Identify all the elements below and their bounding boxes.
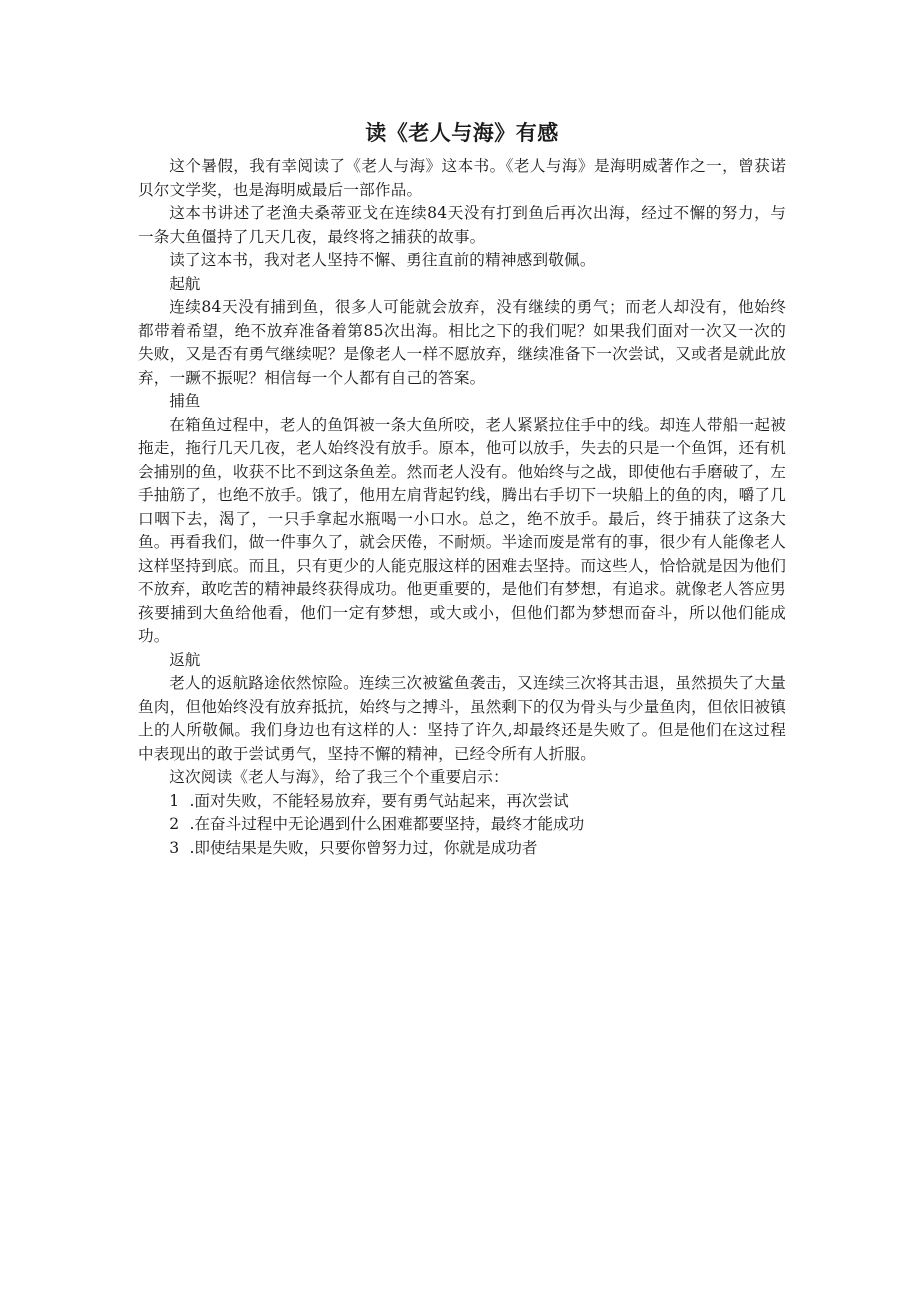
list-item-number: 3 (169, 838, 180, 857)
document-page (138, 116, 786, 860)
list-item (138, 837, 786, 861)
list-item (138, 813, 786, 837)
list-item (138, 790, 786, 814)
lessons-list (138, 790, 786, 861)
list-item-number: 1 (169, 791, 180, 810)
document-title: 读《老人与海》有感 (365, 121, 559, 145)
intro-paragraph-1: 这个暑假，我有幸阅读了《老人与海》这本书。《老人与海》是海明威著作之一，曾获诺贝尔文学奖，也是海明威最后一部作品。 (138, 157, 786, 199)
list-item-text: .即使结果是失败，只要你曾努力过，你就是成功者 (189, 838, 538, 857)
section-paragraph-setting-sail: 连续84天没有捕到鱼，很多人可能就会放弃，没有继续的勇气；而老人却没有，他始终都带着希望，绝不放弃准备着第85次出海。相比之下的我们呢？如果我们面对一次又一次的失败，又是否有勇气继续呢？是像老人一样不愿放弃，继续准备下一次尝试，又或者是就此放弃，一蹶不振呢？相信每一个人都有自己的答案。 (138, 298, 786, 387)
intro-paragraph-3: 读了这本书，我对老人坚持不懈、勇往直前的精神感到敬佩。 (169, 251, 596, 269)
intro-paragraph-2: 这本书讲述了老渔夫桑蒂亚戈在连续84天没有打到鱼后再次出海，经过不懈的努力，与一条大鱼僵持了几天几夜，最终将之捕获的故事。 (138, 204, 786, 246)
section-heading-fishing: 捕鱼 (169, 392, 201, 410)
section-paragraph-return: 老人的返航路途依然惊险。连续三次被鲨鱼袭击，又连续三次将其击退，虽然损失了大量鱼肉，但他始终没有放弃抵抗，始终与之搏斗，虽然剩下的仅为骨头与少量鱼肉，但依旧被镇上的人所敬佩。我们身边也有这样的人：坚持了许久,却最终还是失败了。但是他们在这过程中表现出的敢于尝试勇气，坚持不懈的精神，已经令所有人折服。 (138, 674, 786, 763)
conclusion-paragraph: 这次阅读《老人与海》，给了我三个个重要启示： (169, 768, 509, 786)
section-heading-setting-sail: 起航 (169, 274, 201, 293)
section-heading-return: 返航 (169, 650, 201, 669)
list-item-text: .在奋斗过程中无论遇到什么困难都要坚持，最终才能成功 (189, 815, 585, 833)
list-item-number: 2 (169, 815, 180, 833)
list-item-text: .面对失败，不能轻易放弃，要有勇气站起来，再次尝试 (189, 791, 569, 810)
section-paragraph-fishing: 在箱鱼过程中，老人的鱼饵被一条大鱼所咬，老人紧紧拉住手中的线。却连人带船一起被拖走，拖行几天几夜，老人始终没有放手。原本，他可以放手，失去的只是一个鱼饵，还有机会捕别的鱼，收获不比不到这条鱼差。然而老人没有。他始终与之战，即使他右手磨破了，左手抽筋了，也绝不放手。饿了，他用左肩背起钓线，腾出右手切下一块船上的鱼的肉，嚼了几口咽下去，渴了，一只手拿起水瓶喝一小口水。总之，绝不放手。最后，终于捕获了这条大鱼。再看我们，做一件事久了，就会厌倦，不耐烦。半途而废是常有的事，很少有人能像老人这样坚持到底。而且，只有更少的人能克服这样的困难去坚持。而这些人，恰恰就是因为他们不放弃，敢吃苦的精神最终获得成功。他更重要的，是他们有梦想，有追求。就像老人答应男孩要捕到大鱼给他看，他们一定有梦想，或大或小，但他们都为梦想而奋斗，所以他们能成功。 (138, 415, 786, 645)
